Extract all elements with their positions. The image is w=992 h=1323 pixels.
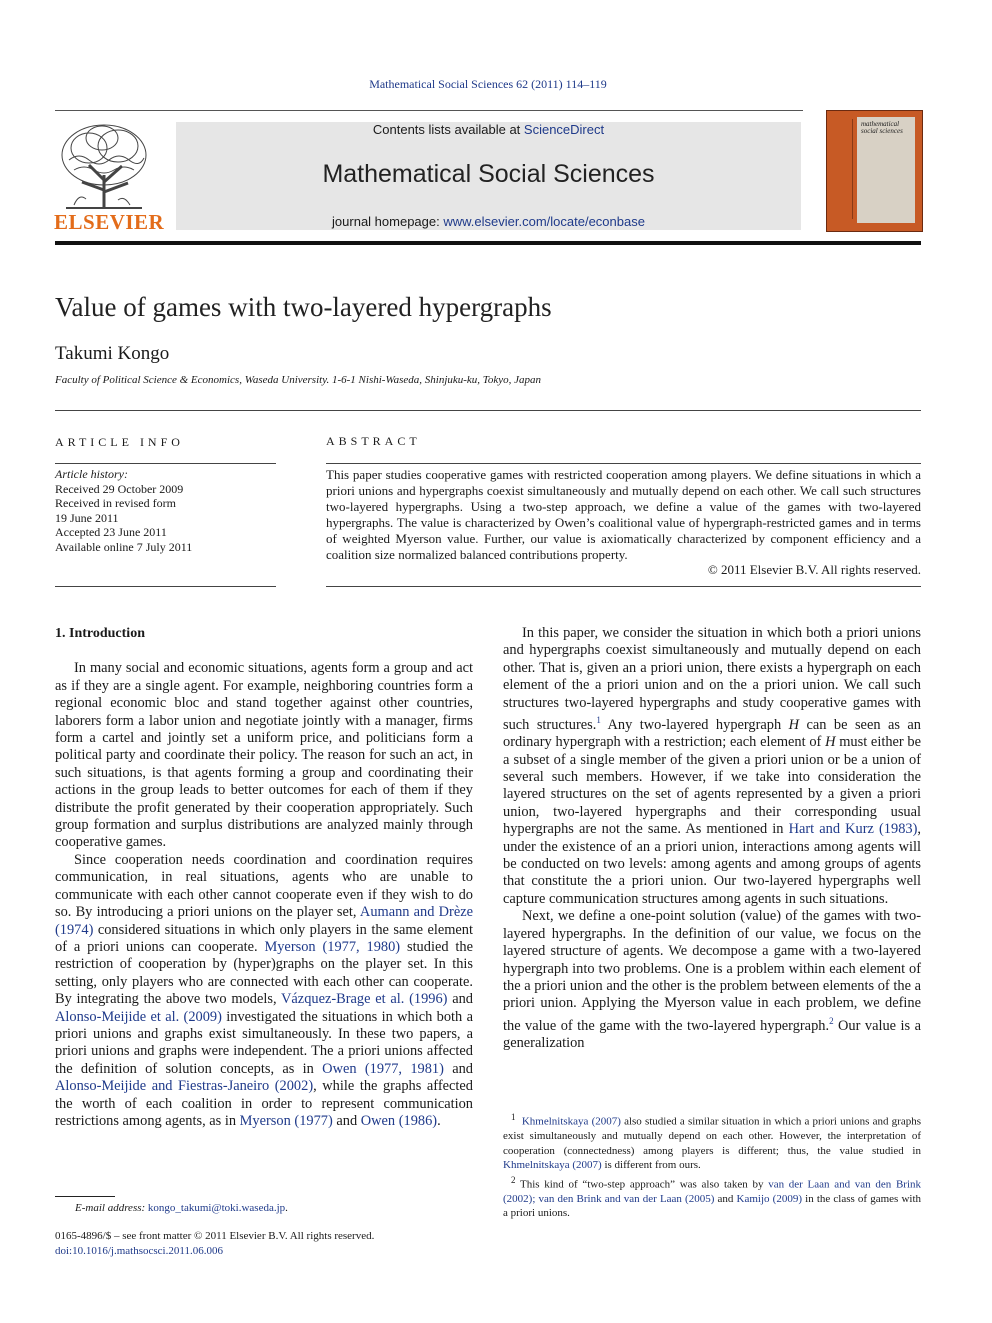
- citation-link[interactable]: Khmelnitskaya (2007): [503, 1159, 602, 1172]
- citation-link[interactable]: Hart and Kurz (1983): [788, 821, 918, 838]
- text-run: and: [332, 1112, 361, 1129]
- history-item: Available online 7 July 2011: [55, 539, 193, 554]
- header-rule: [55, 110, 803, 111]
- text-run: Our value is a generalization: [503, 1017, 922, 1051]
- text-run: , while the graphs affected the worth of each coalition in order to represent communication restrictions among agents, as in: [55, 1078, 473, 1129]
- abstract-copyright: © 2011 Elsevier B.V. All rights reserved.: [707, 562, 921, 578]
- text-run: In this paper, we consider the situation in which both a priori unions and hypergraphs coexist simultaneously and mutually depend on each other. That is, given an a priori union, there exists a hypergraph on each element of the a priori union and on the a priori union. We call such structures two-layered hypergraphs and study cooperative games with such structures.: [503, 625, 921, 733]
- front-matter: [55, 1229, 374, 1258]
- footnote-marker[interactable]: 1: [596, 715, 601, 726]
- tree-icon: [54, 120, 154, 210]
- text-run: must either be a subset of a single member of the given a priori union or be a union of several such members. However, if we take into consideration the layered structures on the set of agents represented by a given a priori union, two-layered hypergraphs and their corresponding usual hypergraphs are not the same. As mentioned in: [503, 734, 922, 838]
- paragraph: [503, 625, 921, 908]
- history-label: Article history:: [55, 467, 128, 481]
- text-run: investigated the situations in which both a priori unions and graphs exist simultaneously. In these two papers, a priori unions and graphs were independent. The a priori unions affected the definition of solution concepts, as in: [55, 1008, 473, 1077]
- text-run: studied the restriction of cooperation by (hyper)graphs on the player set. In this setting, only players who are connected with each other can cooperate. By integrating the above two models,: [55, 938, 473, 1008]
- title-rule: [55, 410, 921, 411]
- math-symbol: H: [788, 716, 800, 733]
- article-title: Value of games with two-layered hypergraphs: [55, 292, 552, 322]
- text-run: considered situations in which only players in the same element of a priori unions can cooperate.: [55, 921, 473, 955]
- homepage-link[interactable]: www.elsevier.com/locate/econbase: [443, 214, 645, 229]
- journal-citation[interactable]: Mathematical Social Sciences 62 (2011) 114–119: [369, 77, 607, 91]
- footnote-marker[interactable]: 2: [829, 1015, 834, 1026]
- issn-line: 0165-4896/$ – see front matter © 2011 Elsevier B.V. All rights reserved.: [55, 1230, 375, 1242]
- history-item: Accepted 23 June 2011: [55, 525, 167, 539]
- text-run: .: [437, 1112, 441, 1129]
- journal-cover: [826, 110, 923, 232]
- citation-link[interactable]: Vázquez-Brage et al. (1996): [281, 991, 448, 1008]
- section-heading: 1. Introduction: [55, 626, 145, 641]
- citation-link[interactable]: Khmelnitskaya (2007): [521, 1115, 621, 1128]
- footnote-number: 1: [511, 1112, 516, 1122]
- abstract-rule-top: [326, 463, 921, 464]
- homepage-prefix: journal homepage:: [332, 214, 444, 229]
- article-author: Takumi Kongo: [55, 343, 170, 364]
- doi-link[interactable]: doi:10.1016/j.mathsocsci.2011.06.006: [55, 1244, 223, 1257]
- abstract-heading: ABSTRACT: [326, 434, 421, 448]
- text-run: Next, we define a one-point solution (value) of the games with two-layered hypergraphs. In the definition of our value, we focus on the layered structure of agents. We decompose a game with a two-layered hypergraph into two problems. One is a problem within each element of the a priori union and the other is the problem between elements of the a priori union. Applying the Myerson value in each problem, we define the value of the game with the two-layered hypergraph.: [503, 908, 921, 1034]
- text-run: and: [447, 991, 474, 1008]
- text-run: and: [714, 1192, 737, 1205]
- citation-link[interactable]: van der Laan and van den Brink (2002); van den Brink and van der Laan (2005): [503, 1178, 921, 1205]
- paragraph: In many social and economic situations, agents form a group and act as if they are a single agent. For example, neighboring countries form a regional economic bloc and stand together against other countries, laborers form a labor union and negotiate jointly with a manager, firms form a cartel and jointly set a uniform price, and politicians form a political party and coordinate their policy. The reason for such an act, in such situations, is that agents forming a group and coordinating their actions in the group leads to better outcomes for each of them if they distribute the profit generated by their cooperation appropriately. Such group formation and surplus distributions are analyzed mainly through cooperative games.: [55, 660, 473, 851]
- text-run: Any two-layered hypergraph: [600, 716, 789, 733]
- contents-prefix: Contents lists available at: [372, 122, 524, 137]
- citation-link[interactable]: Alonso-Meijide and Fiestras-Janeiro (2002): [55, 1078, 314, 1095]
- footnote: [503, 1173, 921, 1221]
- article-info-rule-bottom: [55, 586, 276, 587]
- cover-title: mathematical social sciences: [861, 120, 903, 135]
- history-item: Received in revised form: [55, 496, 176, 510]
- citation-link[interactable]: Myerson (1977): [239, 1112, 333, 1129]
- text-run: This kind of “two-step approach” was also taken by: [515, 1178, 769, 1191]
- corresponding-email: [75, 1202, 288, 1214]
- citation-link[interactable]: Owen (1986): [360, 1112, 438, 1129]
- history-item: 19 June 2011: [55, 510, 119, 525]
- citation-link[interactable]: Alonso-Meijide et al. (2009): [55, 1008, 222, 1025]
- text-run: is different from ours.: [601, 1159, 701, 1172]
- footnote: [503, 1110, 921, 1173]
- citation-link[interactable]: Aumann and Drèze (1974): [55, 904, 473, 938]
- paragraph: [55, 852, 473, 1131]
- footnotes: [503, 1110, 921, 1221]
- homepage-line: [176, 214, 801, 229]
- math-symbol: H: [825, 734, 836, 751]
- abstract-rule-bottom: [326, 586, 921, 587]
- text-run: also studied a similar situation in which a priori unions and graphs exist simultaneously and mutually depend on each other. However, the interpretation of cooperation (connectedness) among players is different; thus, the value studied in: [503, 1115, 921, 1157]
- text-run: can be seen as an ordinary hypergraph with a restriction; each element of: [503, 716, 921, 751]
- citation-link[interactable]: Myerson (1977, 1980): [264, 938, 401, 955]
- paragraph: [503, 908, 921, 1052]
- footnote-number: 2: [511, 1174, 516, 1185]
- text-run: Since cooperation needs coordination and coordination requires communication, in real situations, agents who are unable to communicate with each other cannot cooperate even if they wish to do so. By introducing a priori unions on the player set,: [55, 851, 473, 921]
- contents-line: [176, 122, 801, 137]
- text-run: , under the existence of an a priori union, interactions among agents will be conducted on two levels: among agents and among groups of agents that constitute the a priori union. Our two-layered hypergraphs well capture communication structures among agents in such situations.: [503, 821, 921, 907]
- elsevier-wordmark: ELSEVIER: [54, 210, 165, 234]
- article-info-heading: ARTICLE INFO: [55, 435, 184, 449]
- sciencedirect-link[interactable]: ScienceDirect: [523, 122, 605, 137]
- footnote-rule: [55, 1196, 115, 1197]
- header-thick-rule: [55, 241, 921, 245]
- author-affiliation: Faculty of Political Science & Economics, Waseda University. 1-6-1 Nishi-Waseda, Shinjuku-ku, Tokyo, Japan: [55, 374, 542, 386]
- abstract-text: This paper studies cooperative games with restricted cooperation among players. We define situations in which a priori unions and hypergraphs coexist simultaneously and mutually depend on each other. We call such structures two-layered hypergraphs. Using a two-step approach, we define a value of the games with two-layered hypergraphs. The value is characterized by Owen’s coalitional value of hypergraph-restricted games and in terms of weighted Myerson value. Further, our value is axiomatically characterized by component efficiency and a coalition size normalized balanced contributions property.: [326, 467, 921, 562]
- text-run: and: [443, 1060, 473, 1077]
- article-info-rule-top: [55, 463, 276, 464]
- email-label: E-mail address:: [75, 1202, 148, 1214]
- cover-strip: [830, 119, 853, 219]
- body-column-left: [55, 625, 473, 1130]
- email-link[interactable]: kongo_takumi@toki.waseda.jp: [147, 1202, 286, 1214]
- article-history: [55, 467, 192, 554]
- citation-link[interactable]: Owen (1977, 1981): [322, 1060, 444, 1077]
- journal-banner: [176, 122, 801, 230]
- history-item: Received 29 October 2009: [55, 481, 184, 496]
- body-column-right: [503, 625, 921, 1052]
- text-run: .: [285, 1202, 288, 1214]
- journal-name: Mathematical Social Sciences: [322, 160, 655, 188]
- citation-link[interactable]: Kamijo (2009): [736, 1192, 803, 1205]
- abstract-body: [326, 467, 921, 578]
- text-run: in the class of games with a priori unions.: [503, 1192, 922, 1220]
